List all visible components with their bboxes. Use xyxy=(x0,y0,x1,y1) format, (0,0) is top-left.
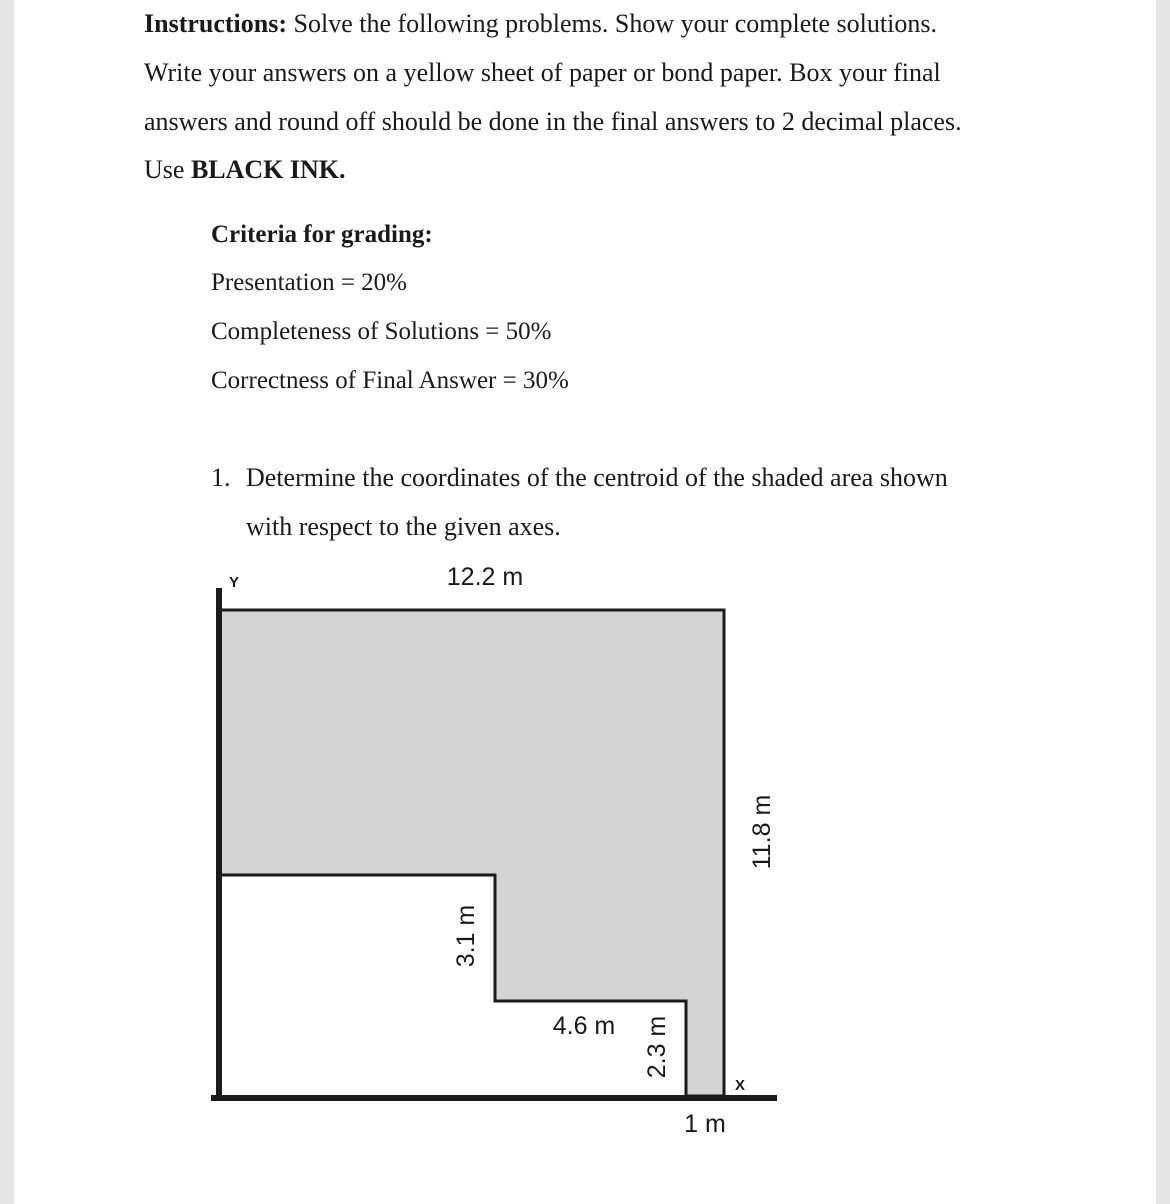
criteria-item-presentation: Presentation = 20% xyxy=(211,269,408,296)
black-ink-emphasis: BLACK INK. xyxy=(190,155,346,184)
dim-slot-height: 2.3 m xyxy=(643,1015,671,1079)
instructions-line-3: answers and round off should be done in the final answers to 2 decimal places. xyxy=(144,107,962,136)
dim-notch-width: 4.6 m xyxy=(552,1012,616,1040)
dim-slot-width: 1 m xyxy=(684,1110,726,1138)
problem-text-line-2: with respect to the given axes. xyxy=(246,512,561,541)
criteria-item-completeness: Completeness of Solutions = 50% xyxy=(211,318,552,345)
instructions-label: Instructions: xyxy=(144,9,288,38)
instructions-text-1: Solve the following problems. Show your complete solutions. xyxy=(287,9,937,38)
y-axis-label: Y xyxy=(229,574,240,591)
instructions-line-2: Write your answers on a yellow sheet of paper or bond paper. Box your final xyxy=(144,58,941,87)
dim-top-width: 12.2 m xyxy=(446,563,524,591)
dim-right-height: 11.8 m xyxy=(748,794,776,870)
instructions-line-4-prefix: Use xyxy=(144,155,191,184)
dim-notch-height: 3.1 m xyxy=(452,904,480,968)
problem-number: 1. xyxy=(211,463,231,492)
problem-text-line-1: Determine the coordinates of the centroid of the shaded area shown xyxy=(246,463,948,492)
x-axis-label: X xyxy=(735,1077,746,1094)
criteria-heading: Criteria for grading: xyxy=(211,221,433,248)
criteria-item-correctness: Correctness of Final Answer = 30% xyxy=(211,367,569,394)
